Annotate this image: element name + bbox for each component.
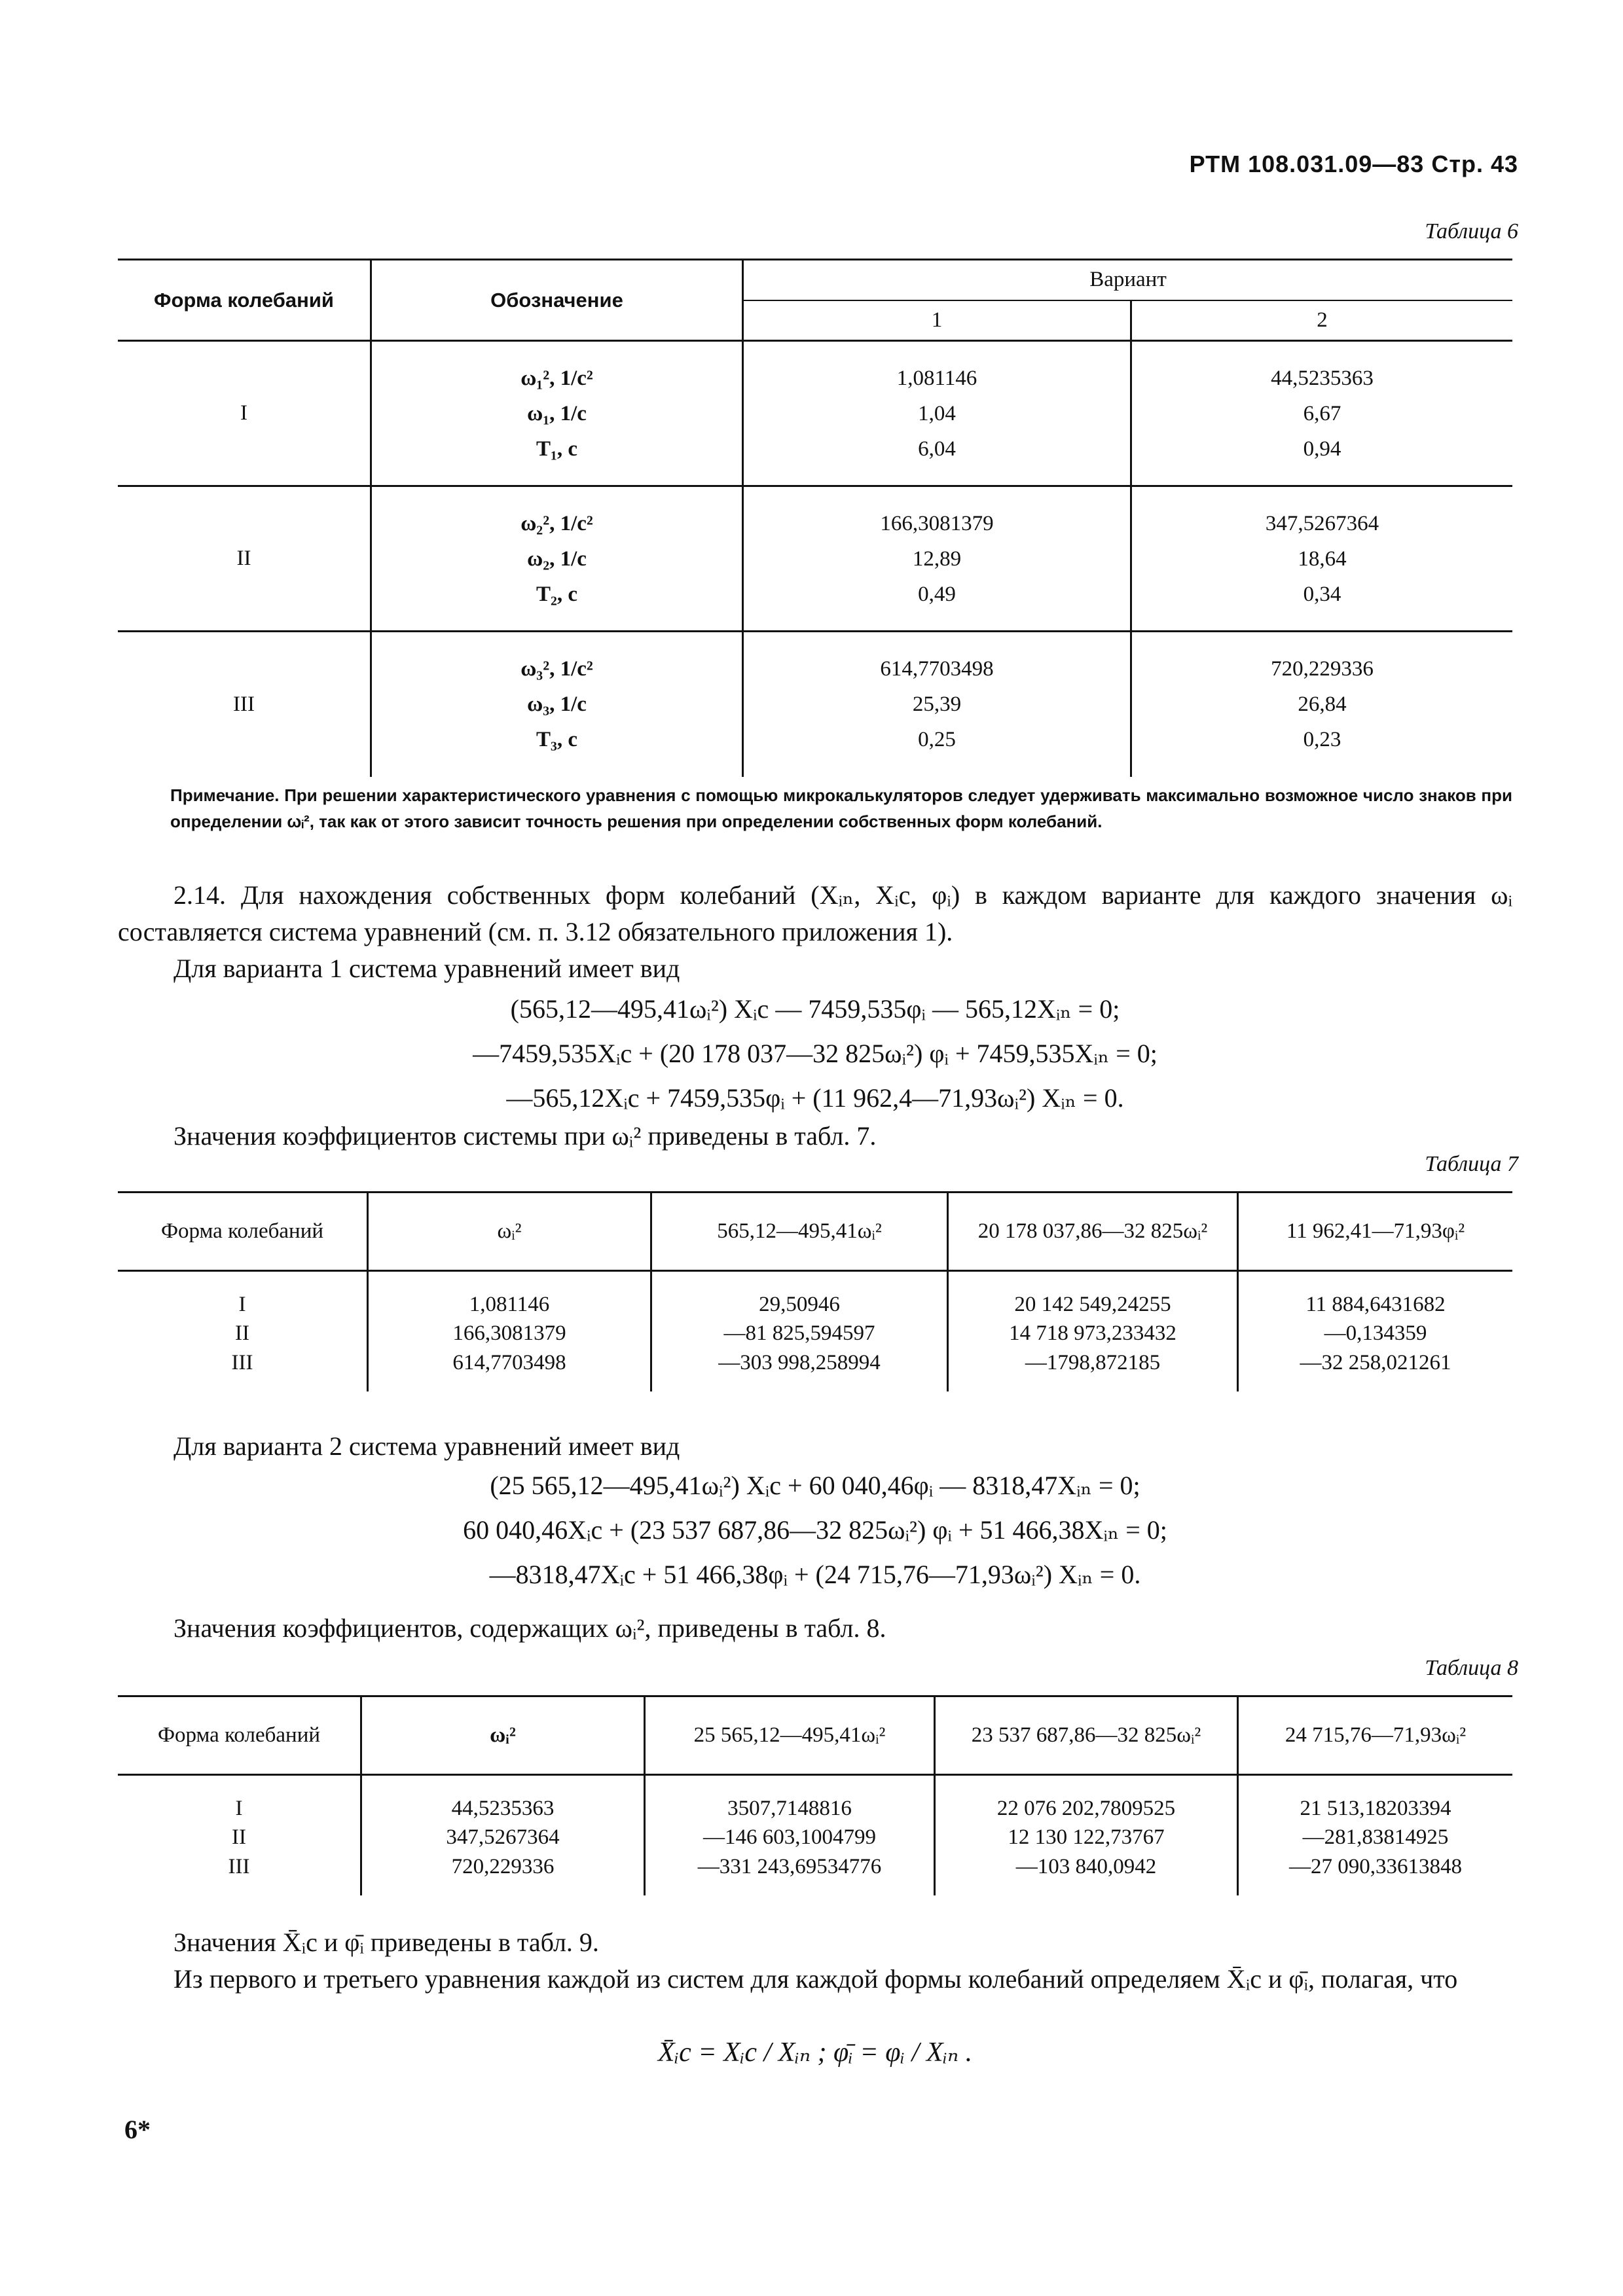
table7-header: 565,12—495,41ωᵢ² — [651, 1193, 948, 1271]
table7-header: 20 178 037,86—32 825ωᵢ² — [948, 1193, 1238, 1271]
final-equation: X̄ᵢc = Xᵢc / Xᵢₙ ; φ̄ᵢ = φᵢ / Xᵢₙ . — [657, 2037, 973, 2068]
table6-v1: 614,7703498 25,39 0,25 — [743, 632, 1131, 777]
equation-line: (565,12—495,41ωᵢ²) Xᵢc — 7459,535φᵢ — 565,12Xᵢₙ = 0; — [510, 994, 1120, 1024]
table6-designations: ω₂², 1/c² ω₂, 1/c T₂, c — [371, 486, 743, 632]
table6-v2: 720,229336 26,84 0,23 — [1131, 632, 1513, 777]
table-row — [118, 341, 1512, 486]
table7-header: Форма колебаний — [160, 1219, 324, 1243]
variant1-intro: Для варианта 1 система уравнений имеет вид — [173, 954, 680, 983]
equation-line: (25 565,12—495,41ωᵢ²) Xᵢc + 60 040,46φᵢ — 8318,47Xᵢₙ = 0; — [490, 1471, 1140, 1500]
table6-v1: 166,3081379 12,89 0,49 — [743, 486, 1131, 632]
paragraph-2-14: 2.14. Для нахождения собственных форм колебаний (Xᵢₙ, Xᵢc, φᵢ) в каждом варианте для каждого значения ωᵢ составляется система уравнений (см. п. 3.12 обязательного приложения 1). — [118, 880, 1512, 946]
table6-v2: 44,5235363 6,67 0,94 — [1131, 341, 1513, 486]
table6-designations: ω₁², 1/c² ω₁, 1/c T₁, c — [371, 341, 743, 486]
table7-header: ωᵢ² — [368, 1193, 651, 1271]
table-row — [118, 632, 1512, 777]
table6 — [118, 259, 1512, 777]
equation-line: 60 040,46Xᵢc + (23 537 687,86—32 825ωᵢ²) φᵢ + 51 466,38Xᵢₙ = 0; — [463, 1515, 1167, 1545]
table8-caption: Таблица 8 — [1425, 1656, 1518, 1680]
table7 — [118, 1191, 1512, 1391]
table-row: I 44,5235363 3507,7148816 22 076 202,7809525 21 513,18203394 — [118, 1775, 1512, 1821]
variant2-intro: Для варианта 2 система уравнений имеет вид — [173, 1431, 680, 1461]
table8-intro: Значения коэффициентов, содержащих ωᵢ², приведены в табл. 8. — [173, 1613, 886, 1643]
table6-header-form: Форма колебаний — [118, 260, 371, 341]
table7-header: 11 962,41—71,93φᵢ² — [1238, 1193, 1513, 1271]
table8-header: 25 565,12—495,41ωᵢ² — [645, 1696, 935, 1775]
table8-header-row — [118, 1696, 1512, 1775]
table6-v1: 1,081146 1,04 6,04 — [743, 341, 1131, 486]
table-row: III 720,229336 —331 243,69534776 —103 840,0942 —27 090,33613848 — [118, 1855, 1512, 1895]
equation-line: —8318,47Xᵢc + 51 466,38φᵢ + (24 715,76—71,93ωᵢ²) Xᵢₙ = 0. — [489, 1560, 1141, 1589]
table7-caption: Таблица 7 — [1425, 1152, 1518, 1176]
table-row: III 614,7703498 —303 998,258994 —1798,872185 —32 258,021261 — [118, 1351, 1512, 1391]
table-row: I 1,081146 29,50946 20 142 549,24255 11 884,6431682 — [118, 1271, 1512, 1317]
table6-header-designation: Обозначение — [371, 260, 743, 341]
table8-header: 23 537 687,86—32 825ωᵢ² — [935, 1696, 1238, 1775]
page-header: РТМ 108.031.09—83 Стр. 43 — [1189, 151, 1518, 177]
table6-header-v1: 1 — [743, 300, 1131, 341]
table7-header-row — [118, 1193, 1512, 1271]
table7-intro: Значения коэффициентов системы при ωᵢ² приведены в табл. 7. — [173, 1121, 877, 1151]
table9-intro: Значения X̄ᵢc и φ̄ᵢ приведены в табл. 9. — [173, 1928, 599, 1957]
table-row — [118, 486, 1512, 632]
table8 — [118, 1695, 1512, 1895]
table-row: II 166,3081379 —81 825,594597 14 718 973,233432 —0,134359 — [118, 1317, 1512, 1351]
table8-header: ωᵢ² — [361, 1696, 645, 1775]
table6-header-v2: 2 — [1131, 300, 1513, 341]
page-footer-mark: 6* — [124, 2115, 151, 2144]
equations-variant1 — [118, 987, 1512, 1121]
table6-header-variant: Вариант — [743, 260, 1513, 300]
table8-header: 24 715,76—71,93ωᵢ² — [1238, 1696, 1513, 1775]
table6-v2: 347,5267364 18,64 0,34 — [1131, 486, 1513, 632]
equation-line: —565,12Xᵢc + 7459,535φᵢ + (11 962,4—71,93ωᵢ²) Xᵢₙ = 0. — [506, 1083, 1124, 1113]
table6-form: II — [236, 547, 251, 570]
table6-caption: Таблица 6 — [1425, 219, 1518, 243]
final-paragraph: Из первого и третьего уравнения каждой из систем для каждой формы колебаний определяем X̄ᵢc и φ̄ᵢ, полагая, что — [173, 1964, 1458, 1994]
table8-header: Форма колебаний — [157, 1723, 321, 1747]
table6-note: Примечание. При решении характеристического уравнения с помощью микрокалькуляторов следует удерживать максимально возможное число знаков при определении ωᵢ², так как от этого зависит точность решения при определении собственных форм колебаний. — [170, 785, 1512, 831]
equations-variant2 — [118, 1463, 1512, 1597]
table6-form: III — [233, 692, 255, 716]
table6-form: I — [240, 401, 247, 425]
equation-line: —7459,535Xᵢc + (20 178 037—32 825ωᵢ²) φᵢ + 7459,535Xᵢₙ = 0; — [473, 1039, 1158, 1068]
table6-designations: ω₃², 1/c² ω₃, 1/c T₃, c — [371, 632, 743, 777]
table-row: II 347,5267364 —146 603,1004799 12 130 122,73767 —281,83814925 — [118, 1821, 1512, 1855]
